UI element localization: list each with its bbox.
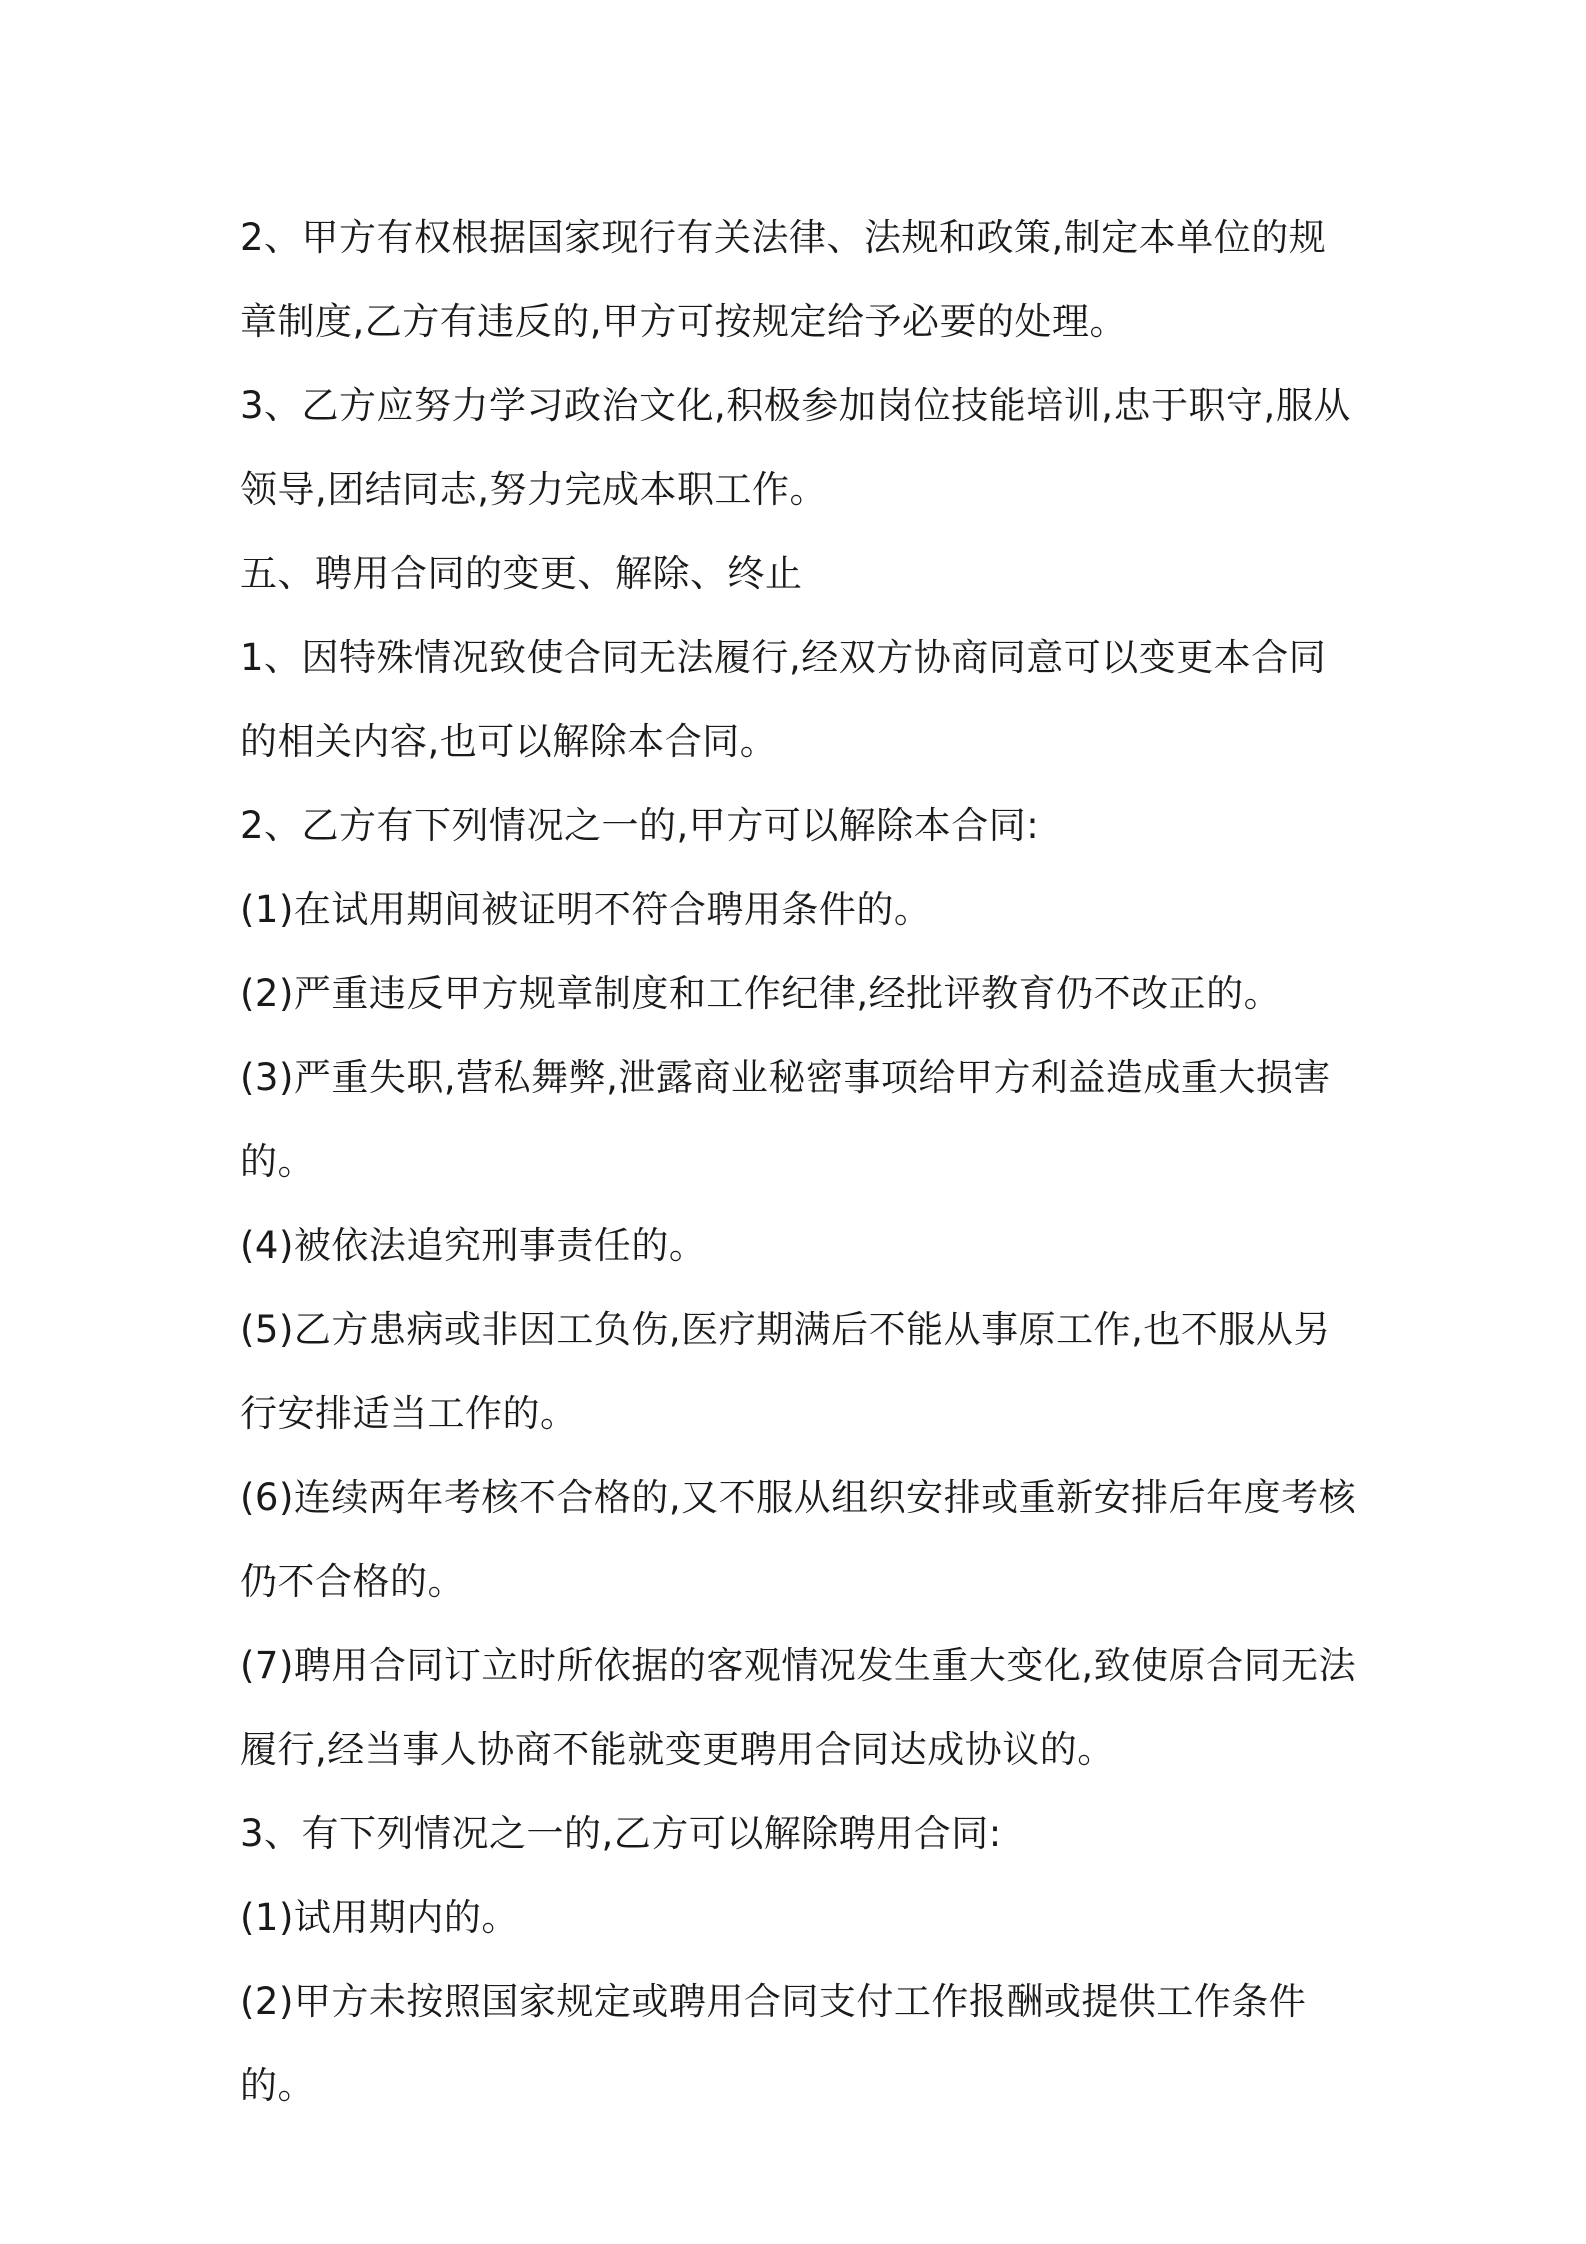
clause-3-duties: 3、乙方应努力学习政治文化,积极参加岗位技能培训,忠于职守,服从领导,团结同志,努力完成本职工作。 [240, 384, 1351, 511]
item-5-2-6: (6)连续两年考核不合格的,又不服从组织安排或重新安排后年度考核仍不合格的。 [240, 1476, 1357, 1603]
item-5-3-1: (1)试用期内的。 [240, 1896, 519, 1939]
clause-5-1-change: 1、因特殊情况致使合同无法履行,经双方协商同意可以变更本合同的相关内容,也可以解除本合同。 [240, 636, 1327, 763]
clause-5-2-employer-termination: 2、乙方有下列情况之一的,甲方可以解除本合同: [240, 804, 1040, 847]
document-body [240, 196, 1360, 2128]
item-5-2-4: (4)被依法追究刑事责任的。 [240, 1224, 707, 1267]
item-5-2-3: (3)严重失职,营私舞弊,泄露商业秘密事项给甲方利益造成重大损害的。 [240, 1056, 1331, 1183]
item-5-2-5: (5)乙方患病或非因工负伤,医疗期满后不能从事原工作,也不服从另行安排适当工作的。 [240, 1308, 1331, 1435]
clause-5-3-employee-termination: 3、有下列情况之一的,乙方可以解除聘用合同: [240, 1812, 1002, 1855]
item-5-2-7: (7)聘用合同订立时所依据的客观情况发生重大变化,致使原合同无法履行,经当事人协商不能就变更聘用合同达成协议的。 [240, 1644, 1357, 1771]
section-heading-5: 五、聘用合同的变更、解除、终止 [240, 552, 803, 595]
item-5-2-2: (2)严重违反甲方规章制度和工作纪律,经批评教育仍不改正的。 [240, 972, 1282, 1015]
clause-2-rules: 2、甲方有权根据国家现行有关法律、法规和政策,制定本单位的规章制度,乙方有违反的,甲方可按规定给予必要的处理。 [240, 216, 1327, 343]
item-5-2-1: (1)在试用期间被证明不符合聘用条件的。 [240, 888, 932, 931]
item-5-3-2: (2)甲方未按照国家规定或聘用合同支付工作报酬或提供工作条件的。 [240, 1980, 1307, 2107]
